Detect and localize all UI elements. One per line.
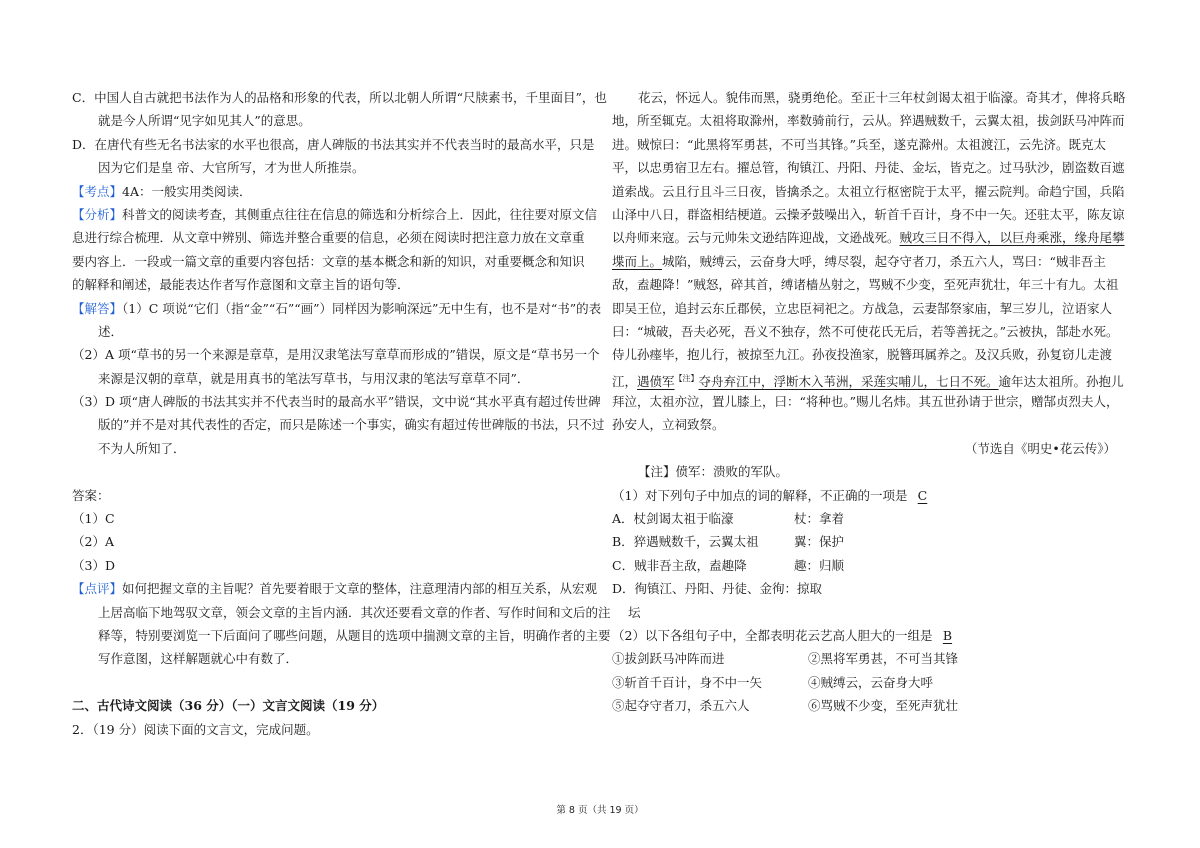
passage-line-9: 敌，盍趣降！”贼怒，碎其首，缚诸樯丛射之，骂贼不少变，至死声犹壮，年三十有九。太祖 xyxy=(612,277,1119,293)
passage-line-1: 花云，怀远人。貌伟而黑，骁勇绝伦。至正十三年杖剑谒太祖于临濠。奇其才，俾将兵略 xyxy=(638,90,1126,105)
passage-line-11: 曰：“城破，吾夫必死，吾义不独存，然不可使花氏无后，若等善抚之。”云被执，郜赴水死。 xyxy=(612,323,1119,339)
underlined-sentence-1-cont: 堞而上。 xyxy=(612,253,663,269)
fenxi-text-2: 息进行综合梳理．从文章中辨别、筛选并整合重要的信息，必须在阅读时把注意力放在文章重 xyxy=(72,230,585,246)
option-d-cont: 坛 xyxy=(628,604,641,620)
option-d-line-2: 因为它们是皇 帝、大官所写，才为世人所推崇。 xyxy=(98,160,365,176)
jieda-2b: 来源是汉朝的章草，就是用真书的笔法写草书，与用汉隶的笔法写章草不同”． xyxy=(98,370,530,386)
jieda-tag: 【解答】 xyxy=(72,300,123,316)
passage-line-13 xyxy=(612,367,1130,390)
underlined-sentence-2a: 遇偾军 xyxy=(637,373,675,389)
dianping-text-4: 写作意图，这样解题就心中有数了． xyxy=(98,651,299,667)
question-2-answer: B xyxy=(942,627,953,643)
source-citation: （节选自《明史•花云传》） xyxy=(964,440,1116,456)
option-b-label: B．猝遇贼数千，云翼太祖 xyxy=(612,534,759,550)
passage-line-4: 平，以忠勇宿卫左右。擢总管，徇镇江、丹阳、丹徒、金坛，皆克之。过马驮沙，剧盗数百遮 xyxy=(612,160,1125,176)
jieda-3a: （3）D 项“唐人碑版的书法其实并不代表当时的最高水平”错误，文中说“其水平真有超过传世碑 xyxy=(72,394,601,410)
option-a-gloss: 杖：拿着 xyxy=(794,511,845,527)
jieda-3c: 不为人所知了． xyxy=(98,440,186,456)
right-column xyxy=(612,86,1130,718)
item-row-1 xyxy=(612,647,1130,670)
passage-line-6: 山泽中八日，群盗相结梗道。云操矛鼓噪出入，斩首千百计，身不中一矢。还驻太平，陈友谅 xyxy=(612,206,1125,222)
question-2: 2．（19 分）阅读下面的文言文，完成问题。 xyxy=(72,721,319,737)
jieda-row xyxy=(72,297,602,320)
passage-13b: 逾年达太祖所。孙抱儿 xyxy=(998,373,1124,389)
question-1-answer: C xyxy=(917,487,928,503)
item-5: ⑤起夺守者刀，杀五六人 xyxy=(612,698,750,714)
kaodian-row xyxy=(72,180,590,203)
fenxi-text-4: 的解释和阐述，最能表达作者写作意图和文章主旨的语句等． xyxy=(72,277,410,293)
jieda-2a: （2）A 项“草书的另一个来源是章草，是用汉隶笔法写章草而形成的”错误，原文是“草书另一个 xyxy=(72,347,600,363)
passage-line-5: 道索战。云且行且斗三日夜，皆擒杀之。太祖立行枢密院于太平，擢云院判。命趋宁国，兵陷 xyxy=(612,183,1125,199)
section-heading: 二、古代诗文阅读（36 分）（一）文言文阅读（19 分） xyxy=(72,698,385,714)
fenxi-tag: 【分析】 xyxy=(72,206,123,222)
option-c-line-2: 就是今人所谓“见字如见其人”的意思。 xyxy=(98,113,311,129)
dianping-row xyxy=(72,577,598,600)
fenxi-text-1: 科普文的阅读考查，其侧重点往往在信息的筛选和分析综合上．因此，往往要对原文信 xyxy=(122,206,598,222)
fenxi-row xyxy=(72,203,598,226)
option-c-gloss: 趣：归顺 xyxy=(794,557,845,573)
option-b xyxy=(612,530,1130,553)
answer-1: （1）C xyxy=(72,511,115,527)
item-3: ③斩首千百计，身不中一矢 xyxy=(612,674,763,690)
item-row-3 xyxy=(612,694,1130,717)
item-2: ②黑将军勇甚，不可当其锋 xyxy=(808,651,959,667)
item-1: ①拔剑跃马冲阵而进 xyxy=(612,651,725,667)
dianping-text-3: 释等，特别要浏览一下后面问了哪些问题，从题目的选项中揣测文章的主旨，明确作者的主要 xyxy=(98,627,611,643)
answer-3: （3）D xyxy=(72,557,115,573)
spacer xyxy=(72,671,590,694)
option-c-line-1: C．中国人自古就把书法作为人的品格和形象的代表，所以北朝人所谓“尺牍素书，千里面目”，也 xyxy=(72,90,607,105)
footnote: 【注】偾军：溃败的军队。 xyxy=(638,464,789,480)
underlined-sentence-1: 贼攻三日不得入，以巨舟乘涨，缘舟尾攀 xyxy=(899,230,1125,246)
spacer xyxy=(72,460,590,483)
left-column xyxy=(72,86,611,741)
jieda-3b: 版的”并不是对其代表性的否定，而只是陈述一个事实，确实有超过传世碑版的书法，只不过 xyxy=(98,417,605,433)
question-2-sub xyxy=(612,624,1130,647)
passage-line-14: 拜泣，太祖亦泣，置儿膝上，曰：“将种也。”赐儿名炜。其五世孙请于世宗，赠郜贞烈夫人， xyxy=(612,394,1119,410)
jieda-1a: （1）C 项说“它们（指“金”“石”“画”）同样因为影响深远”无中生有，也不是对“书”的表 xyxy=(122,300,602,316)
note-marker: 【注】 xyxy=(674,373,699,383)
question-1 xyxy=(612,484,1130,507)
dianping-tag: 【点评】 xyxy=(72,581,123,597)
option-d-line-1: D．在唐代有些无名书法家的水平也很高，唐人碑版的书法其实并不代表当时的最高水平，只是 xyxy=(72,136,595,152)
dianping-text-1: 如何把握文章的主旨呢？首先要着眼于文章的整体，注意理清内部的相互关系，从宏观 xyxy=(122,581,598,597)
answer-2: （2）A xyxy=(72,534,114,550)
item-4: ④贼缚云，云奋身大呼 xyxy=(808,674,934,690)
passage-line-15: 孙安人，立祠致祭。 xyxy=(612,417,725,433)
item-row-2 xyxy=(612,671,1130,694)
option-d-label: D．徇镇江、丹阳、丹徒、金 xyxy=(612,581,773,597)
passage-line-10: 即吴王位，追封云东丘郡侯，立忠臣祠祀之。方战急，云妻郜祭家庙，挈三岁儿，泣语家人 xyxy=(612,300,1113,316)
answer-label: 答案： xyxy=(72,487,110,503)
kaodian-tag: 【考点】 xyxy=(72,183,123,199)
passage-line-12: 侍儿孙瘗毕，抱儿行，被掠至九江。孙夜投渔家，脱簪珥属养之。及汉兵败，孙复窃儿走渡 xyxy=(612,347,1113,363)
option-b-gloss: 翼：保护 xyxy=(794,534,845,550)
passage-line-7 xyxy=(612,226,1130,249)
option-c-label: C．贼非吾主敌，盍趣降 xyxy=(612,557,747,573)
passage-7-text: 以舟师来寇。云与元帅朱文逊结阵迎战，文逊战死。 xyxy=(612,230,900,246)
option-d xyxy=(612,577,1130,600)
underlined-sentence-2b: 夺舟弃江中，浮断木入苇洲，采莲实哺儿，七日不死。 xyxy=(698,373,999,389)
fenxi-text-3: 要内容上．一段或一篇文章的重要内容包括：文章的基本概念和新的知识，对重要概念和知识 xyxy=(72,253,585,269)
page-footer: 第 8 页（共 19 页） xyxy=(556,805,644,816)
dianping-text-2: 上居高临下地驾驭文章，领会文章的主旨内涵．其次还要看文章的作者、写作时间和文后的注 xyxy=(98,604,611,620)
option-a xyxy=(612,507,1130,530)
question-2-text: （2）以下各组句子中，全都表明花云艺高人胆大的一组是 xyxy=(612,627,933,643)
question-1-text: （1）对下列句子中加点的词的解释，不正确的一项是 xyxy=(612,487,908,503)
passage-line-3: 进。贼惊曰：“此黑将军勇甚，不可当其锋。”兵至，遂克滁州。太祖渡江，云先济。既克太 xyxy=(612,136,1107,152)
option-c xyxy=(612,554,1130,577)
item-6: ⑥骂贼不少变，至死声犹壮 xyxy=(808,698,959,714)
kaodian-text: 4A：一般实用类阅读． xyxy=(122,183,252,199)
jieda-1b: 述． xyxy=(98,323,124,339)
passage-line-2: 地，所至辄克。太祖将取滁州，率数骑前行，云从。猝遇贼数千，云翼太祖，拔剑跃马冲阵而 xyxy=(612,113,1125,129)
option-a-label: A．杖剑谒太祖于临濠 xyxy=(612,511,734,527)
passage-8-text: 城陷，贼缚云，云奋身大呼，缚尽裂，起夺守者刀，杀五六人，骂曰：“贼非吾主 xyxy=(662,253,1106,269)
option-d-gloss: 徇：掠取 xyxy=(772,581,823,597)
passage-13a: 江， xyxy=(612,373,638,389)
passage-line-8 xyxy=(612,250,1130,273)
